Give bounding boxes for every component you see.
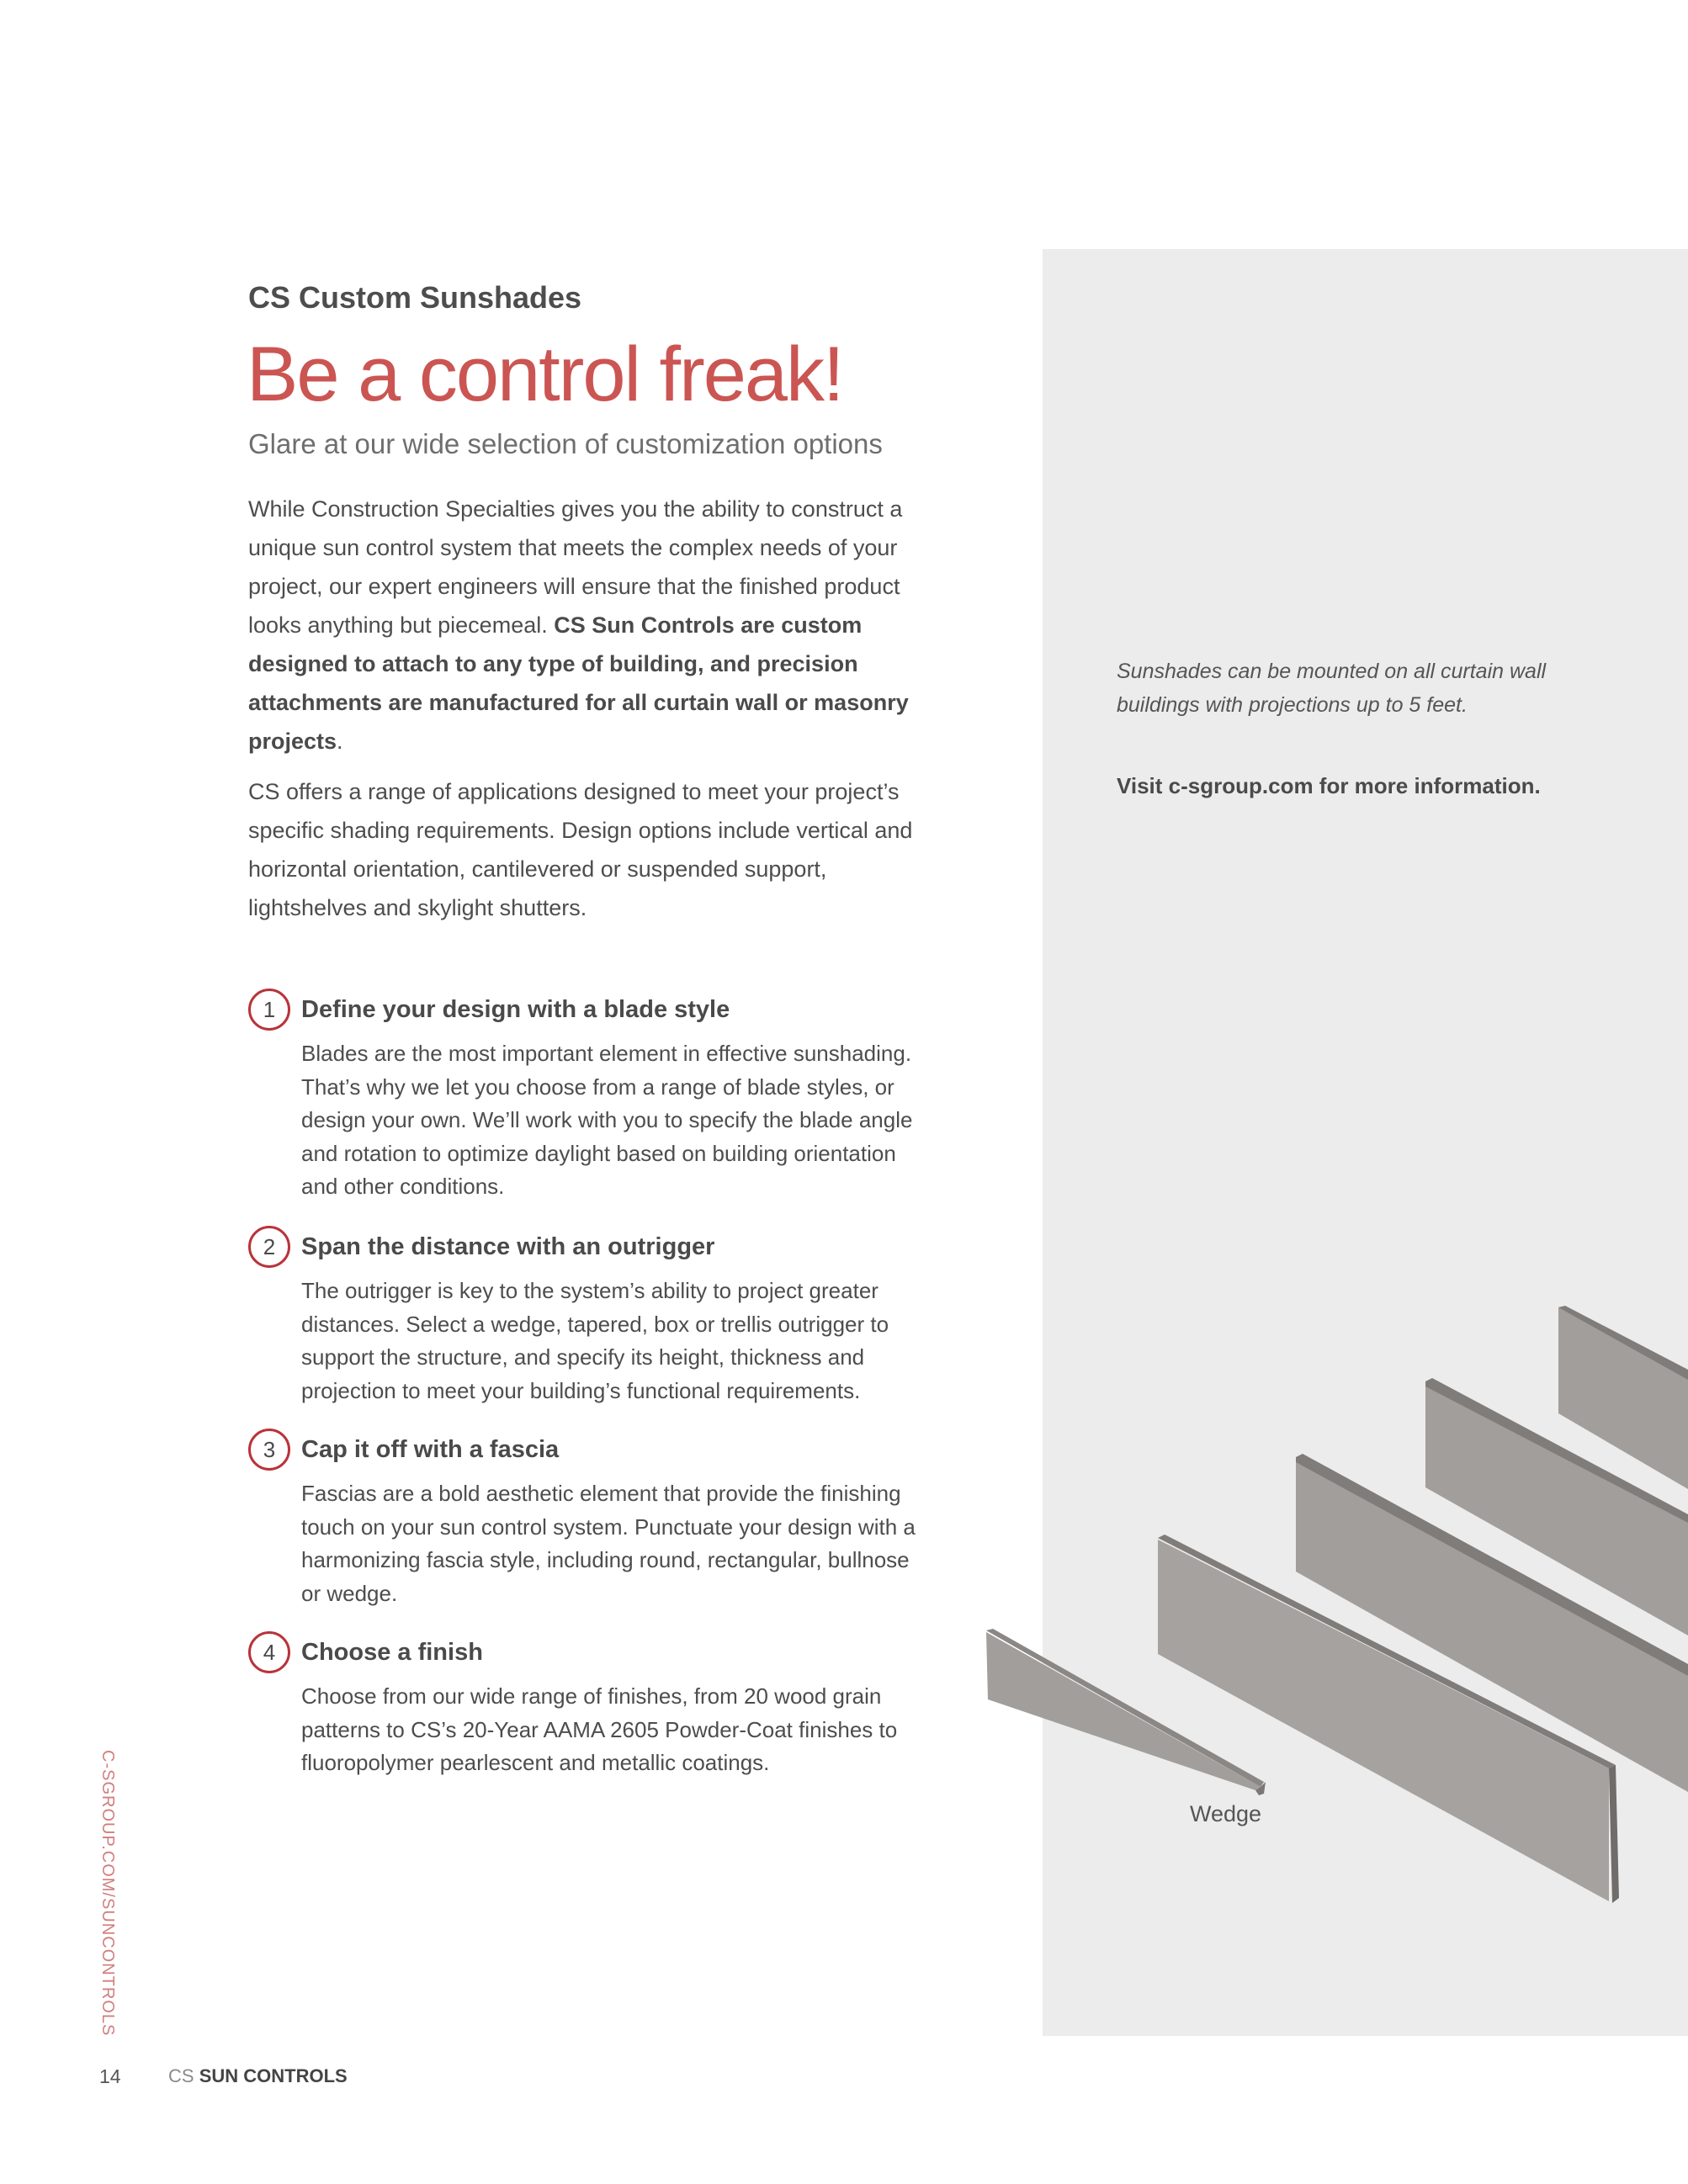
- step-title: Cap it off with a fascia: [301, 1436, 560, 1463]
- step-number-badge: 4: [248, 1631, 290, 1673]
- sidebar-caption: Sunshades can be mounted on all curtain wall buildings with projections up to 5 feet.: [1117, 660, 1547, 717]
- intro-text: While Construction Specialties gives you the ability to construct a unique sun control system that meets the complex needs of your project, our expert engineers will ensure that the finished product looks anything but piecemeal.: [248, 496, 903, 638]
- sunshade-blades-illustration: [976, 1296, 1688, 1918]
- step-number-badge: 1: [248, 989, 290, 1031]
- step-number-badge: 2: [248, 1226, 290, 1268]
- intro-bold-text: CS Sun Controls are custom designed to attach to any type of building, and precision attachments are manufactured for all curtain wall or masonry projects: [248, 612, 909, 754]
- step-number-badge: 3: [248, 1429, 290, 1471]
- page-subhead: Glare at our wide selection of customization options: [248, 428, 883, 459]
- step-title: Define your design with a blade style: [301, 996, 730, 1023]
- applications-paragraph: CS offers a range of applications designed to meet your project’s specific shading requirements. Design options include vertical and horizontal orientation, cantilevered or suspended support, lightshelves and skylight shutters.: [248, 779, 913, 920]
- intro-end: .: [337, 729, 343, 754]
- step-body: Fascias are a bold aesthetic element that provide the finishing touch on your sun control system. Punctuate your design with a harmonizing fascia style, including round, rectangular, bullnose or wedge.: [301, 1481, 916, 1606]
- intro-paragraph: [248, 490, 921, 761]
- step-title: Choose a finish: [301, 1639, 483, 1666]
- step-body: Blades are the most important element in effective sunshading. That’s why we let you choose from a range of blade styles, or design your own. We’ll work with you to specify the blade angle and rotation to optimize daylight based on building orientation and other conditions.: [301, 1041, 913, 1199]
- page-number: 14: [99, 2065, 121, 2087]
- side-url: C-SGROUP.COM/SUNCONTROLS: [98, 1750, 117, 2037]
- step-title: Span the distance with an outrigger: [301, 1233, 715, 1260]
- footer-brand-light: CS: [168, 2065, 194, 2086]
- section-kicker: CS Custom Sunshades: [248, 280, 582, 315]
- step-body: The outrigger is key to the system’s ability to project greater distances. Select a wedge, tapered, box or trellis outrigger to support the structure, and specify its height, thickness and projection to meet your building’s functional requirements.: [301, 1278, 889, 1403]
- page-headline: Be a control freak!: [247, 331, 843, 417]
- footer-brand: [168, 2061, 348, 2091]
- footer-brand-bold: SUN CONTROLS: [199, 2065, 348, 2086]
- visit-website-note: Visit c-sgroup.com for more information.: [1117, 773, 1541, 798]
- wedge-label: Wedge: [1190, 1801, 1262, 1826]
- step-body: Choose from our wide range of finishes, from 20 wood grain patterns to CS’s 20-Year AAMA 2605 Powder-Coat finishes to fluoropolymer pearlescent and metallic coatings.: [301, 1683, 898, 1775]
